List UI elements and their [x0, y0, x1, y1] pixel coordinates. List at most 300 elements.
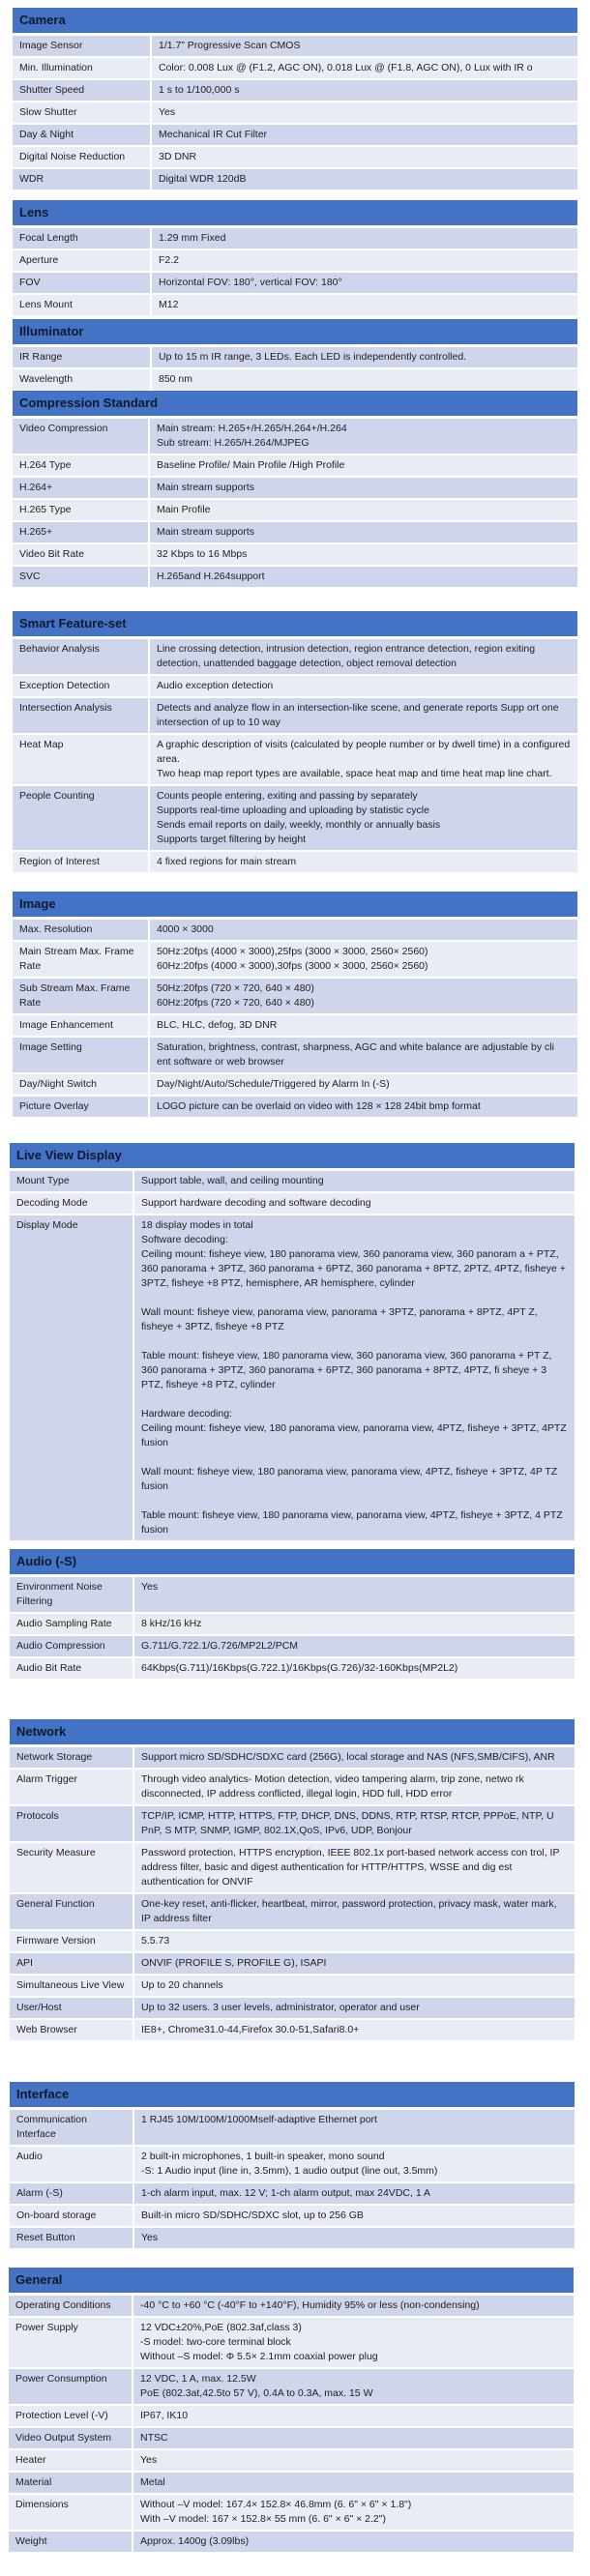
spec-row: [10, 1805, 575, 1842]
spec-value: [133, 1613, 575, 1635]
spec-row: [13, 978, 577, 1014]
spec-row: [13, 102, 577, 124]
section-header: [13, 611, 577, 638]
spec-label: H.265 Type: [13, 499, 149, 521]
spec-value: [133, 2531, 574, 2553]
spec-row: [9, 2472, 574, 2494]
spec-label: Intersection Analysis: [13, 697, 149, 734]
spec-value-line: 12 VDC±20%,PoE (802.3af,class 3): [140, 2322, 302, 2333]
spec-table-audio: [10, 1549, 575, 1681]
spec-value: [151, 294, 577, 316]
spec-label: Operating Conditions: [9, 2295, 133, 2318]
spec-table-live-view: [10, 1143, 575, 1542]
spec-row: [10, 1746, 575, 1770]
spec-label: Power Consumption: [9, 2368, 133, 2405]
spec-value: [133, 1805, 575, 1842]
spec-row: [10, 1893, 575, 1930]
section-header: [10, 1549, 575, 1576]
section-title: Illuminator: [13, 319, 577, 346]
spec-value-line: Counts people entering, exiting and passing by separately: [157, 790, 418, 802]
spec-value-line: Support hardware decoding and software decoding: [141, 1197, 371, 1209]
spec-value-line: Digital WDR 120dB: [159, 173, 247, 185]
spec-value-line: 50Hz:20fps (720 × 720, 640 × 480): [157, 982, 314, 994]
spec-row: [13, 1096, 577, 1118]
spec-label: Audio Compression: [10, 1635, 133, 1657]
spec-value-line: Through video analytics- Motion detection, video tampering alarm, trip zone, netwo rk disconnected, IP address conflicted, illegal login, HDD full, HDD error: [141, 1773, 524, 1800]
spec-value-line: LOGO picture can be overlaid on video with 128 × 128 24bit bmp format: [157, 1100, 481, 1112]
spec-value: [149, 521, 577, 543]
spec-row: [13, 477, 577, 499]
spec-value-line: 50Hz:20fps (4000 × 3000),25fps (3000 × 3000, 2560× 2560): [157, 946, 428, 957]
spec-row: [10, 2205, 575, 2227]
spec-row: [10, 1635, 575, 1657]
spec-value-line: 8 kHz/16 kHz: [141, 1618, 202, 1629]
spec-table-interface: [10, 2082, 575, 2250]
spec-value-line: Ceiling mount: fisheye view, 180 panorama view, panorama view, 4PTZ, fisheye + 3PTZ, 4PTZ fusion: [141, 1422, 567, 1449]
spec-table-smart: [13, 611, 577, 874]
spec-value: [133, 1930, 575, 1952]
spec-value-line: 2 built-in microphones, 1 built-in speaker, mono sound: [141, 2151, 385, 2162]
spec-row: [13, 1014, 577, 1037]
spec-value-line: 4000 × 3000: [157, 923, 214, 935]
section-header: [10, 2082, 575, 2109]
spec-value-line: Main stream supports: [157, 526, 254, 538]
section-header: [13, 200, 577, 227]
spec-label: Environment Noise Filtering: [10, 1576, 133, 1614]
spec-value: [133, 2405, 574, 2427]
spec-label: Max. Resolution: [13, 919, 149, 942]
spec-value: [133, 1215, 575, 1541]
spec-value-line: Detects and analyze flow in an intersection-like scene, and generate reports Supp ort one intersection of up to 10 way: [157, 702, 559, 728]
spec-label: Day/Night Switch: [13, 1073, 149, 1096]
spec-value-line: With –V model: 167 × 152.8× 55 mm (6. 6" × 6" × 2.2"): [140, 2513, 386, 2525]
spec-value-line: Mechanical IR Cut Filter: [159, 129, 268, 140]
spec-label: Slow Shutter: [13, 102, 151, 124]
spec-label: Simultaneous Live View: [10, 1975, 133, 1997]
spec-value: [151, 57, 577, 79]
spec-label: Power Supply: [9, 2317, 133, 2368]
spec-row: [13, 941, 577, 978]
spec-row: [9, 2531, 574, 2553]
spec-value-line: 4 fixed regions for main stream: [157, 856, 297, 867]
spec-row: [13, 675, 577, 697]
spec-value: [133, 2019, 575, 2041]
spec-value-line: 1/1.7” Progressive Scan CMOS: [159, 40, 301, 51]
spec-value-line: M12: [159, 299, 179, 310]
spec-label: Mount Type: [10, 1170, 133, 1193]
section-header: [13, 8, 577, 35]
spec-label: Protection Level (-V): [9, 2405, 133, 2427]
spec-row: [9, 2427, 574, 2449]
spec-value-line: 850 nm: [159, 373, 193, 385]
spec-label: Web Browser: [10, 2019, 133, 2041]
spec-value-line: A graphic description of visits (calculated by people number or by dwell time) in a configured area.: [157, 739, 571, 765]
spec-value: [151, 79, 577, 102]
spec-value-line: Approx. 1400g (3.09lbs): [140, 2535, 250, 2547]
spec-value: [133, 1893, 575, 1930]
spec-row: [13, 168, 577, 190]
spec-label: Audio: [10, 2146, 133, 2182]
spec-row: [13, 272, 577, 294]
spec-value-line: Up to 32 users. 3 user levels, administrator, operator and user: [141, 2002, 420, 2013]
spec-value: [133, 2227, 575, 2249]
spec-value-line: TCP/IP, ICMP, HTTP, HTTPS, FTP, DHCP, DNS, DDNS, RTP, RTSP, RTCP, PPPoE, NTP, U PnP, S MTP, SNMP, IGMP, 802.1X,QoS, IPv6, UDP, Bonjour: [141, 1810, 554, 1836]
spec-row: [10, 1842, 575, 1893]
spec-value-line: Supports target filtering by height: [157, 834, 307, 845]
spec-value: [133, 2182, 575, 2205]
spec-label: H.264+: [13, 477, 149, 499]
spec-row: [13, 368, 577, 391]
spec-row: [13, 79, 577, 102]
section-header: [9, 2268, 574, 2295]
spec-label: Aperture: [13, 249, 151, 272]
spec-table-compression: [13, 391, 577, 589]
spec-value: [133, 1997, 575, 2019]
section-header: [10, 1719, 575, 1746]
spec-value: [133, 1952, 575, 1975]
spec-row: [10, 2227, 575, 2249]
spec-label: General Function: [10, 1893, 133, 1930]
spec-value: [151, 102, 577, 124]
spec-row: [10, 1975, 575, 1997]
spec-value-line: Up to 15 m IR range, 3 LEDs. Each LED is independently controlled.: [159, 351, 467, 363]
spec-value: [133, 1192, 575, 1215]
spec-label: People Counting: [13, 785, 149, 851]
spec-row: [13, 697, 577, 734]
spec-label: On-board storage: [10, 2205, 133, 2227]
spec-row: [13, 566, 577, 588]
spec-row: [10, 1952, 575, 1975]
spec-value-line: Two heap map report types are available, space heat map and time heat map line chart.: [157, 768, 552, 779]
spec-value: [151, 368, 577, 391]
section-header: [10, 1143, 575, 1170]
spec-row: [9, 2494, 574, 2531]
spec-value: [149, 477, 577, 499]
spec-label: FOV: [13, 272, 151, 294]
spec-label: Protocols: [10, 1805, 133, 1842]
spec-value: [133, 2205, 575, 2227]
spec-value-line: ONVIF (PROFILE S, PROFILE G), ISAPI: [141, 1957, 327, 1969]
spec-row: [9, 2368, 574, 2405]
spec-row: [13, 785, 577, 851]
spec-table-illuminator: [13, 319, 577, 392]
spec-row: [10, 1930, 575, 1952]
spec-value-line: 1 s to 1/100,000 s: [159, 84, 240, 96]
spec-label: Security Measure: [10, 1842, 133, 1893]
spec-row: [9, 2317, 574, 2368]
spec-value: [149, 418, 577, 455]
spec-value-line: Ceiling mount: fisheye view, 180 panorama view, 360 panorama view, 360 panoram a + PTZ, 360 panorama + 3PTZ, 360 panorama + 6PTZ, 360 panorama + 8PTZ, 2PTZ, 4PTZ, fisheye + 3PTZ, fisheye +8 PTZ, hemisphere, AR hemisphere, cylinder: [141, 1248, 566, 1289]
spec-value-line: NTSC: [140, 2432, 168, 2444]
spec-value-line: Support table, wall, and ceiling mounting: [141, 1175, 324, 1186]
spec-table-network: [10, 1719, 575, 2042]
spec-value-line: -S: 1 Audio input (line in, 3.5mm), 1 audio output (line out, 3.5mm): [141, 2165, 438, 2177]
spec-value: [149, 543, 577, 566]
spec-value-line: 5.5.73: [141, 1935, 170, 1947]
spec-value: [133, 2109, 575, 2147]
spec-label: Network Storage: [10, 1746, 133, 1770]
spec-row: [13, 249, 577, 272]
section-title: General: [9, 2268, 574, 2295]
spec-value: [133, 2449, 574, 2472]
section-title: Audio (-S): [10, 1549, 575, 1576]
spec-row: [13, 543, 577, 566]
spec-value-line: -S model: two-core terminal block: [140, 2336, 291, 2348]
section-header: [13, 391, 577, 418]
spec-value: [151, 227, 577, 250]
spec-label: H.264 Type: [13, 454, 149, 477]
spec-label: Image Sensor: [13, 35, 151, 58]
spec-row: [10, 1192, 575, 1215]
spec-value: [149, 1037, 577, 1073]
spec-row: [13, 346, 577, 369]
spec-value-line: Color: 0.008 Lux @ (F1.2, AGC ON), 0.018 Lux @ (F1.8, AGC ON), 0 Lux with IR o: [159, 62, 533, 73]
section-title: Lens: [13, 200, 577, 227]
spec-value: [149, 499, 577, 521]
section-title: Live View Display: [10, 1143, 575, 1170]
section-title: Camera: [13, 8, 577, 35]
spec-value-line: Main Profile: [157, 504, 211, 515]
spec-value-line: 1 RJ45 10M/100M/1000Mself-adaptive Ethernet port: [141, 2114, 377, 2125]
spec-value-line: Sends email reports on daily, weekly, monthly or annually basis: [157, 819, 441, 831]
spec-label: API: [10, 1952, 133, 1975]
spec-value: [149, 566, 577, 588]
spec-value-line: BLC, HLC, defog, 3D DNR: [157, 1019, 278, 1031]
spec-value: [149, 919, 577, 942]
spec-value: [133, 2427, 574, 2449]
section-title: Compression Standard: [13, 391, 577, 418]
spec-value: [133, 1576, 575, 1614]
spec-row: [13, 57, 577, 79]
spec-value: [151, 35, 577, 58]
spec-label: Material: [9, 2472, 133, 2494]
spec-label: Heater: [9, 2449, 133, 2472]
spec-value-line: Horizontal FOV: 180°, vertical FOV: 180°: [159, 277, 342, 288]
spec-row: [10, 1215, 575, 1541]
spec-value: [149, 978, 577, 1014]
spec-row: [9, 2295, 574, 2318]
spec-value-line: Line crossing detection, intrusion detection, region entrance detection, region exiting detection, unattended baggage detection, object removal detection: [157, 643, 536, 669]
spec-label: Weight: [9, 2531, 133, 2553]
spec-label: Audio Bit Rate: [10, 1657, 133, 1680]
spec-row: [10, 1576, 575, 1614]
spec-value-line: 12 VDC, 1 A, max. 12.5W: [140, 2373, 256, 2385]
spec-label: Video Compression: [13, 418, 149, 455]
section-header: [13, 319, 577, 346]
spec-label: Wavelength: [13, 368, 151, 391]
spec-row: [13, 227, 577, 250]
spec-value: [149, 1014, 577, 1037]
spec-label: SVC: [13, 566, 149, 588]
spec-row: [10, 1170, 575, 1193]
spec-value-line: Up to 20 channels: [141, 1979, 223, 1991]
spec-label: Shutter Speed: [13, 79, 151, 102]
spec-row: [10, 2109, 575, 2147]
section-title: Interface: [10, 2082, 575, 2109]
section-title: Image: [13, 892, 577, 919]
spec-row: [13, 124, 577, 146]
spec-value: [133, 2146, 575, 2182]
spec-value-line: 18 display modes in total: [141, 1219, 253, 1231]
spec-row: [13, 454, 577, 477]
spec-value: [149, 1096, 577, 1118]
spec-label: Exception Detection: [13, 675, 149, 697]
spec-value-line: Day/Night/Auto/Schedule/Triggered by Alarm In (-S): [157, 1078, 390, 1090]
spec-value-line: Table mount: fisheye view, 180 panorama view, panorama view, 4PTZ, fisheye + 3PTZ, 4 PTZ fusion: [141, 1509, 563, 1536]
spec-row: [13, 638, 577, 676]
spec-row: [13, 499, 577, 521]
spec-value-line: 1.29 mm Fixed: [159, 232, 226, 244]
spec-value-line: Sub stream: H.265/H.264/MJPEG: [157, 437, 310, 449]
spec-value-line: 32 Kbps to 16 Mbps: [157, 548, 248, 560]
spec-label: Decoding Mode: [10, 1192, 133, 1215]
spec-row: [13, 146, 577, 168]
spec-value: [151, 168, 577, 190]
spec-value-line: F2.2: [159, 254, 180, 266]
spec-table-general: [9, 2268, 574, 2554]
spec-label: Focal Length: [13, 227, 151, 250]
spec-value-line: Without –S model: Φ 5.5× 2.1mm coaxial power plug: [140, 2351, 378, 2362]
spec-value: [149, 851, 577, 873]
spec-value-line: Password protection, HTTPS encryption, IEEE 802.1x port-based network access con trol, IP address filter, basic and digest authentication for HTTP/HTTPS, WSSE and dig est authentication for ONVIF: [141, 1847, 560, 1888]
spec-value-line: Without –V model: 167.4× 152.8× 46.8mm (6. 6" × 6" × 1.8"): [140, 2499, 412, 2510]
spec-value: [149, 638, 577, 676]
spec-label: Communication Interface: [10, 2109, 133, 2147]
spec-value: [151, 249, 577, 272]
spec-value-line: Main stream: H.265+/H.265/H.264+/H.264: [157, 423, 347, 434]
spec-label: Image Setting: [13, 1037, 149, 1073]
spec-label: Firmware Version: [10, 1930, 133, 1952]
spec-label: Video Bit Rate: [13, 543, 149, 566]
spec-value: [133, 1170, 575, 1193]
spec-label: Alarm Trigger: [10, 1769, 133, 1805]
spec-row: [9, 2449, 574, 2472]
spec-row: [13, 851, 577, 873]
spec-row: [13, 919, 577, 942]
spec-value: [133, 2368, 574, 2405]
spec-label: Heat Map: [13, 734, 149, 785]
section-header: [13, 892, 577, 919]
spec-label: Image Enhancement: [13, 1014, 149, 1037]
spec-label: Video Output System: [9, 2427, 133, 2449]
spec-label: User/Host: [10, 1997, 133, 2019]
spec-value-line: PoE (802.3at,42.5to 57 V), 0.4A to 0.3A, max. 15 W: [140, 2387, 373, 2399]
spec-value-line: Supports real-time uploading and uploading by statistic cycle: [157, 805, 429, 816]
spec-value: [133, 2472, 574, 2494]
spec-row: [10, 1613, 575, 1635]
spec-label: IR Range: [13, 346, 151, 369]
spec-value-line: Yes: [140, 2454, 158, 2466]
spec-value: [133, 1975, 575, 1997]
spec-value-line: Audio exception detection: [157, 680, 274, 691]
spec-label: Digital Noise Reduction: [13, 146, 151, 168]
spec-value: [151, 124, 577, 146]
spec-row: [13, 294, 577, 316]
spec-value-line: IP67, IK10: [140, 2410, 189, 2421]
spec-value-line: Metal: [140, 2476, 165, 2488]
spec-label: Behavior Analysis: [13, 638, 149, 676]
spec-label: Min. Illumination: [13, 57, 151, 79]
spec-label: Picture Overlay: [13, 1096, 149, 1118]
spec-value: [149, 675, 577, 697]
spec-value-line: 3D DNR: [159, 151, 197, 162]
spec-value: [151, 146, 577, 168]
spec-value-line: Hardware decoding:: [141, 1408, 232, 1420]
spec-value-line: Yes: [159, 106, 176, 118]
spec-value: [133, 2317, 574, 2368]
spec-value: [133, 2295, 574, 2318]
spec-value-line: -40 °C to +60 °C (-40°F to +140°F), Humidity 95% or less (non-condensing): [140, 2299, 480, 2311]
spec-value-line: Yes: [141, 2232, 159, 2243]
spec-value: [149, 1073, 577, 1096]
spec-value-line: H.265and H.264support: [157, 571, 265, 582]
spec-value-line: Wall mount: fisheye view, 180 panorama view, panorama view, 4PTZ, fisheye + 3PTZ, 4P TZ fusion: [141, 1466, 558, 1492]
spec-value: [149, 734, 577, 785]
spec-row: [10, 2019, 575, 2041]
spec-value-line: Baseline Profile/ Main Profile /High Profile: [157, 459, 345, 471]
spec-label: Day & Night: [13, 124, 151, 146]
spec-row: [9, 2405, 574, 2427]
section-title: Network: [10, 1719, 575, 1746]
spec-value-line: Support micro SD/SDHC/SDXC card (256G), local storage and NAS (NFS,SMB/CIFS), ANR: [141, 1751, 555, 1763]
spec-value: [149, 941, 577, 978]
spec-value-line: Table mount: fisheye view, 180 panorama view, 360 panorama view, 360 panorama + PT Z, 360 panorama + 3PTZ, 360 panorama + 6PTZ, 360 panorama + 8PTZ, 4PTZ, fi sheye + 3 PTZ, fisheye +8 PTZ, cylinder: [141, 1350, 552, 1390]
spec-value: [133, 1657, 575, 1680]
spec-value: [151, 346, 577, 369]
section-title: Smart Feature-set: [13, 611, 577, 638]
spec-label: WDR: [13, 168, 151, 190]
spec-value-line: Saturation, brightness, contrast, sharpness, AGC and white balance are adjustable by cli ent software or web browser: [157, 1041, 554, 1068]
spec-label: H.265+: [13, 521, 149, 543]
spec-value-line: Wall mount: fisheye view, panorama view, panorama + 3PTZ, panorama + 8PTZ, 4PT Z, fisheye + 3PTZ, fisheye +8 PTZ: [141, 1306, 538, 1332]
spec-label: Sub Stream Max. Frame Rate: [13, 978, 149, 1014]
spec-label: Audio Sampling Rate: [10, 1613, 133, 1635]
spec-label: Region of Interest: [13, 851, 149, 873]
spec-value: [133, 1746, 575, 1770]
spec-label: Alarm (-S): [10, 2182, 133, 2205]
spec-value: [149, 697, 577, 734]
spec-value-line: 1-ch alarm input, max. 12 V; 1-ch alarm output, max 24VDC, 1 A: [141, 2187, 430, 2199]
spec-row: [13, 1037, 577, 1073]
spec-row: [13, 521, 577, 543]
spec-label: Dimensions: [9, 2494, 133, 2531]
spec-row: [10, 1769, 575, 1805]
spec-value: [151, 272, 577, 294]
spec-row: [13, 1073, 577, 1096]
spec-value-line: One-key reset, anti-flicker, heartbeat, mirror, password protection, privacy mask, water mark, IP address filter: [141, 1898, 557, 1924]
spec-row: [13, 35, 577, 58]
spec-value: [133, 1635, 575, 1657]
spec-table-lens: [13, 200, 577, 317]
spec-value-line: 60Hz:20fps (720 × 720, 640 × 480): [157, 997, 314, 1009]
spec-row: [10, 2146, 575, 2182]
spec-label: Lens Mount: [13, 294, 151, 316]
spec-row: [10, 1657, 575, 1680]
spec-value: [133, 2494, 574, 2531]
spec-value-line: IE8+, Chrome31.0-44,Firefox 30.0-51,Safari8.0+: [141, 2024, 360, 2035]
spec-value-line: Software decoding:: [141, 1234, 228, 1245]
spec-table-image: [13, 892, 577, 1119]
spec-value: [133, 1769, 575, 1805]
spec-label: Display Mode: [10, 1215, 133, 1541]
spec-row: [13, 734, 577, 785]
spec-value-line: G.711/G.722.1/G.726/MP2L2/PCM: [141, 1640, 299, 1652]
spec-row: [10, 1997, 575, 2019]
spec-label: Main Stream Max. Frame Rate: [13, 941, 149, 978]
spec-value: [133, 1842, 575, 1893]
spec-label: Reset Button: [10, 2227, 133, 2249]
spec-table-camera: [13, 8, 577, 191]
